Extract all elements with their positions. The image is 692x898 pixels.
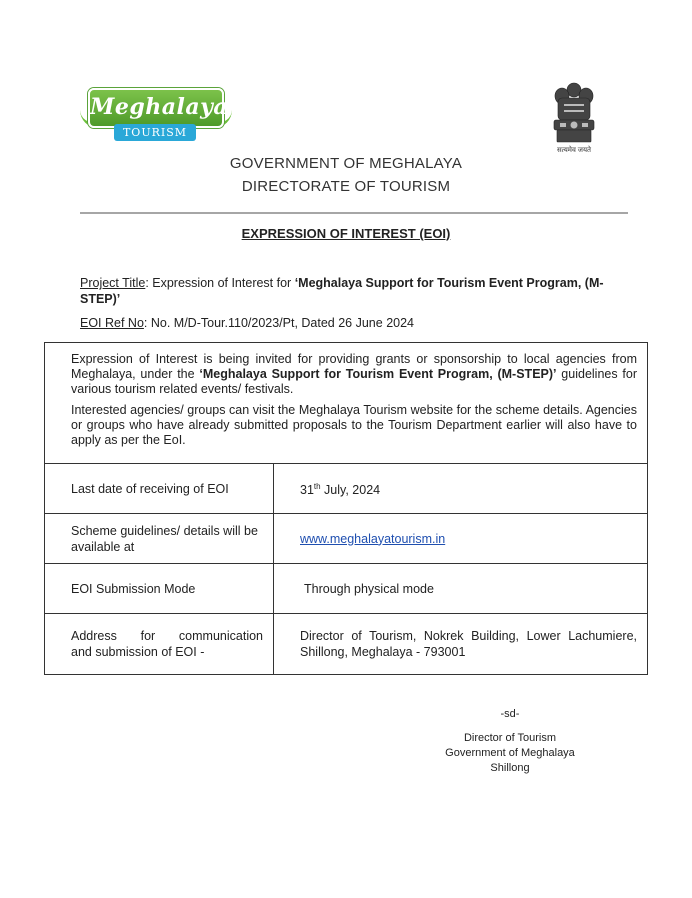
intro-row (45, 343, 648, 464)
signatory-block (420, 731, 600, 776)
guidelines-value (274, 514, 648, 564)
table-row (45, 564, 648, 614)
submission-mode-label: EOI Submission Mode (45, 564, 274, 614)
logo-banner (88, 88, 229, 128)
intro-paragraph-1 (71, 352, 637, 397)
last-date-day: 31 (300, 483, 314, 498)
intro-paragraph-2: Interested agencies/ groups can visit the Meghalaya Tourism website for the scheme details. Agencies or groups who have already submitted proposals to the Tourism Department earlier will also have to apply as per the EoI. (71, 403, 637, 447)
signature-sd: -sd- (500, 708, 520, 720)
intro-cell (45, 343, 648, 464)
header-line-2: DIRECTORATE OF TOURISM (241, 178, 451, 195)
project-title (80, 275, 630, 307)
last-date-label: Last date of receiving of EOI (45, 464, 274, 514)
signatory-line-1: Director of Tourism (463, 732, 557, 744)
table-row (45, 464, 648, 514)
address-value-line-1: Director of Tourism, Nokrek Building, Lower Lachumiere, (300, 629, 637, 643)
eoi-ref-value: : No. M/D-Tour.110/2023/Pt, Dated 26 June 2024 (143, 316, 414, 330)
project-title-prefix: : Expression of Interest for (145, 276, 295, 290)
tourism-website-link[interactable]: www.meghalayatourism.in (300, 531, 446, 546)
submission-mode-value: Through physical mode (274, 564, 648, 614)
meghalaya-tourism-logo (80, 86, 232, 144)
address-value-line-2: Shillong, Meghalaya - 793001 (300, 645, 466, 659)
last-date-value (274, 464, 648, 514)
header-line-1: GOVERNMENT OF MEGHALAYA (229, 155, 463, 172)
intro-p1-c: guidelines for various tourism related events/ festivals. (71, 367, 637, 396)
eoi-ref-label: EOI Ref No (80, 316, 144, 330)
header-divider (80, 212, 628, 214)
signatory-line-3: Shillong (490, 762, 530, 774)
logo-subtitle: TOURISM (114, 124, 196, 141)
last-date-suffix: th (313, 481, 321, 491)
emblem-caption: सत्यमेव जयते (556, 147, 592, 154)
emblem-icon (546, 80, 602, 146)
intro-p1-program: ‘Meghalaya Support for Tourism Event Program, (M-STEP)’ (199, 367, 557, 381)
project-name: ‘Meghalaya Support for Tourism Event Program, (M-STEP)’ (80, 276, 604, 306)
address-value (274, 614, 648, 675)
address-label-line-2: and submission of EOI - (71, 645, 205, 659)
eoi-ref (80, 316, 630, 330)
table-row (45, 514, 648, 564)
government-header (0, 152, 692, 198)
project-title-label: Project Title (80, 276, 146, 290)
eoi-details-table (44, 342, 648, 675)
last-date-rest: July, 2024 (320, 483, 381, 498)
address-label-line-1: Address for communication (71, 629, 263, 643)
guidelines-label: Scheme guidelines/ details will be available at (45, 514, 274, 564)
signatory-line-2: Government of Meghalaya (445, 747, 575, 759)
address-label (45, 614, 274, 675)
table-row (45, 614, 648, 675)
intro-p1-a: Expression of Interest is being invited for providing grants or sponsorship to local agencies from Meghalaya, under the (71, 352, 637, 381)
national-emblem (546, 80, 602, 160)
document-title: EXPRESSION OF INTEREST (EOI) (241, 226, 451, 241)
logo-word: Meghalaya (90, 94, 229, 120)
